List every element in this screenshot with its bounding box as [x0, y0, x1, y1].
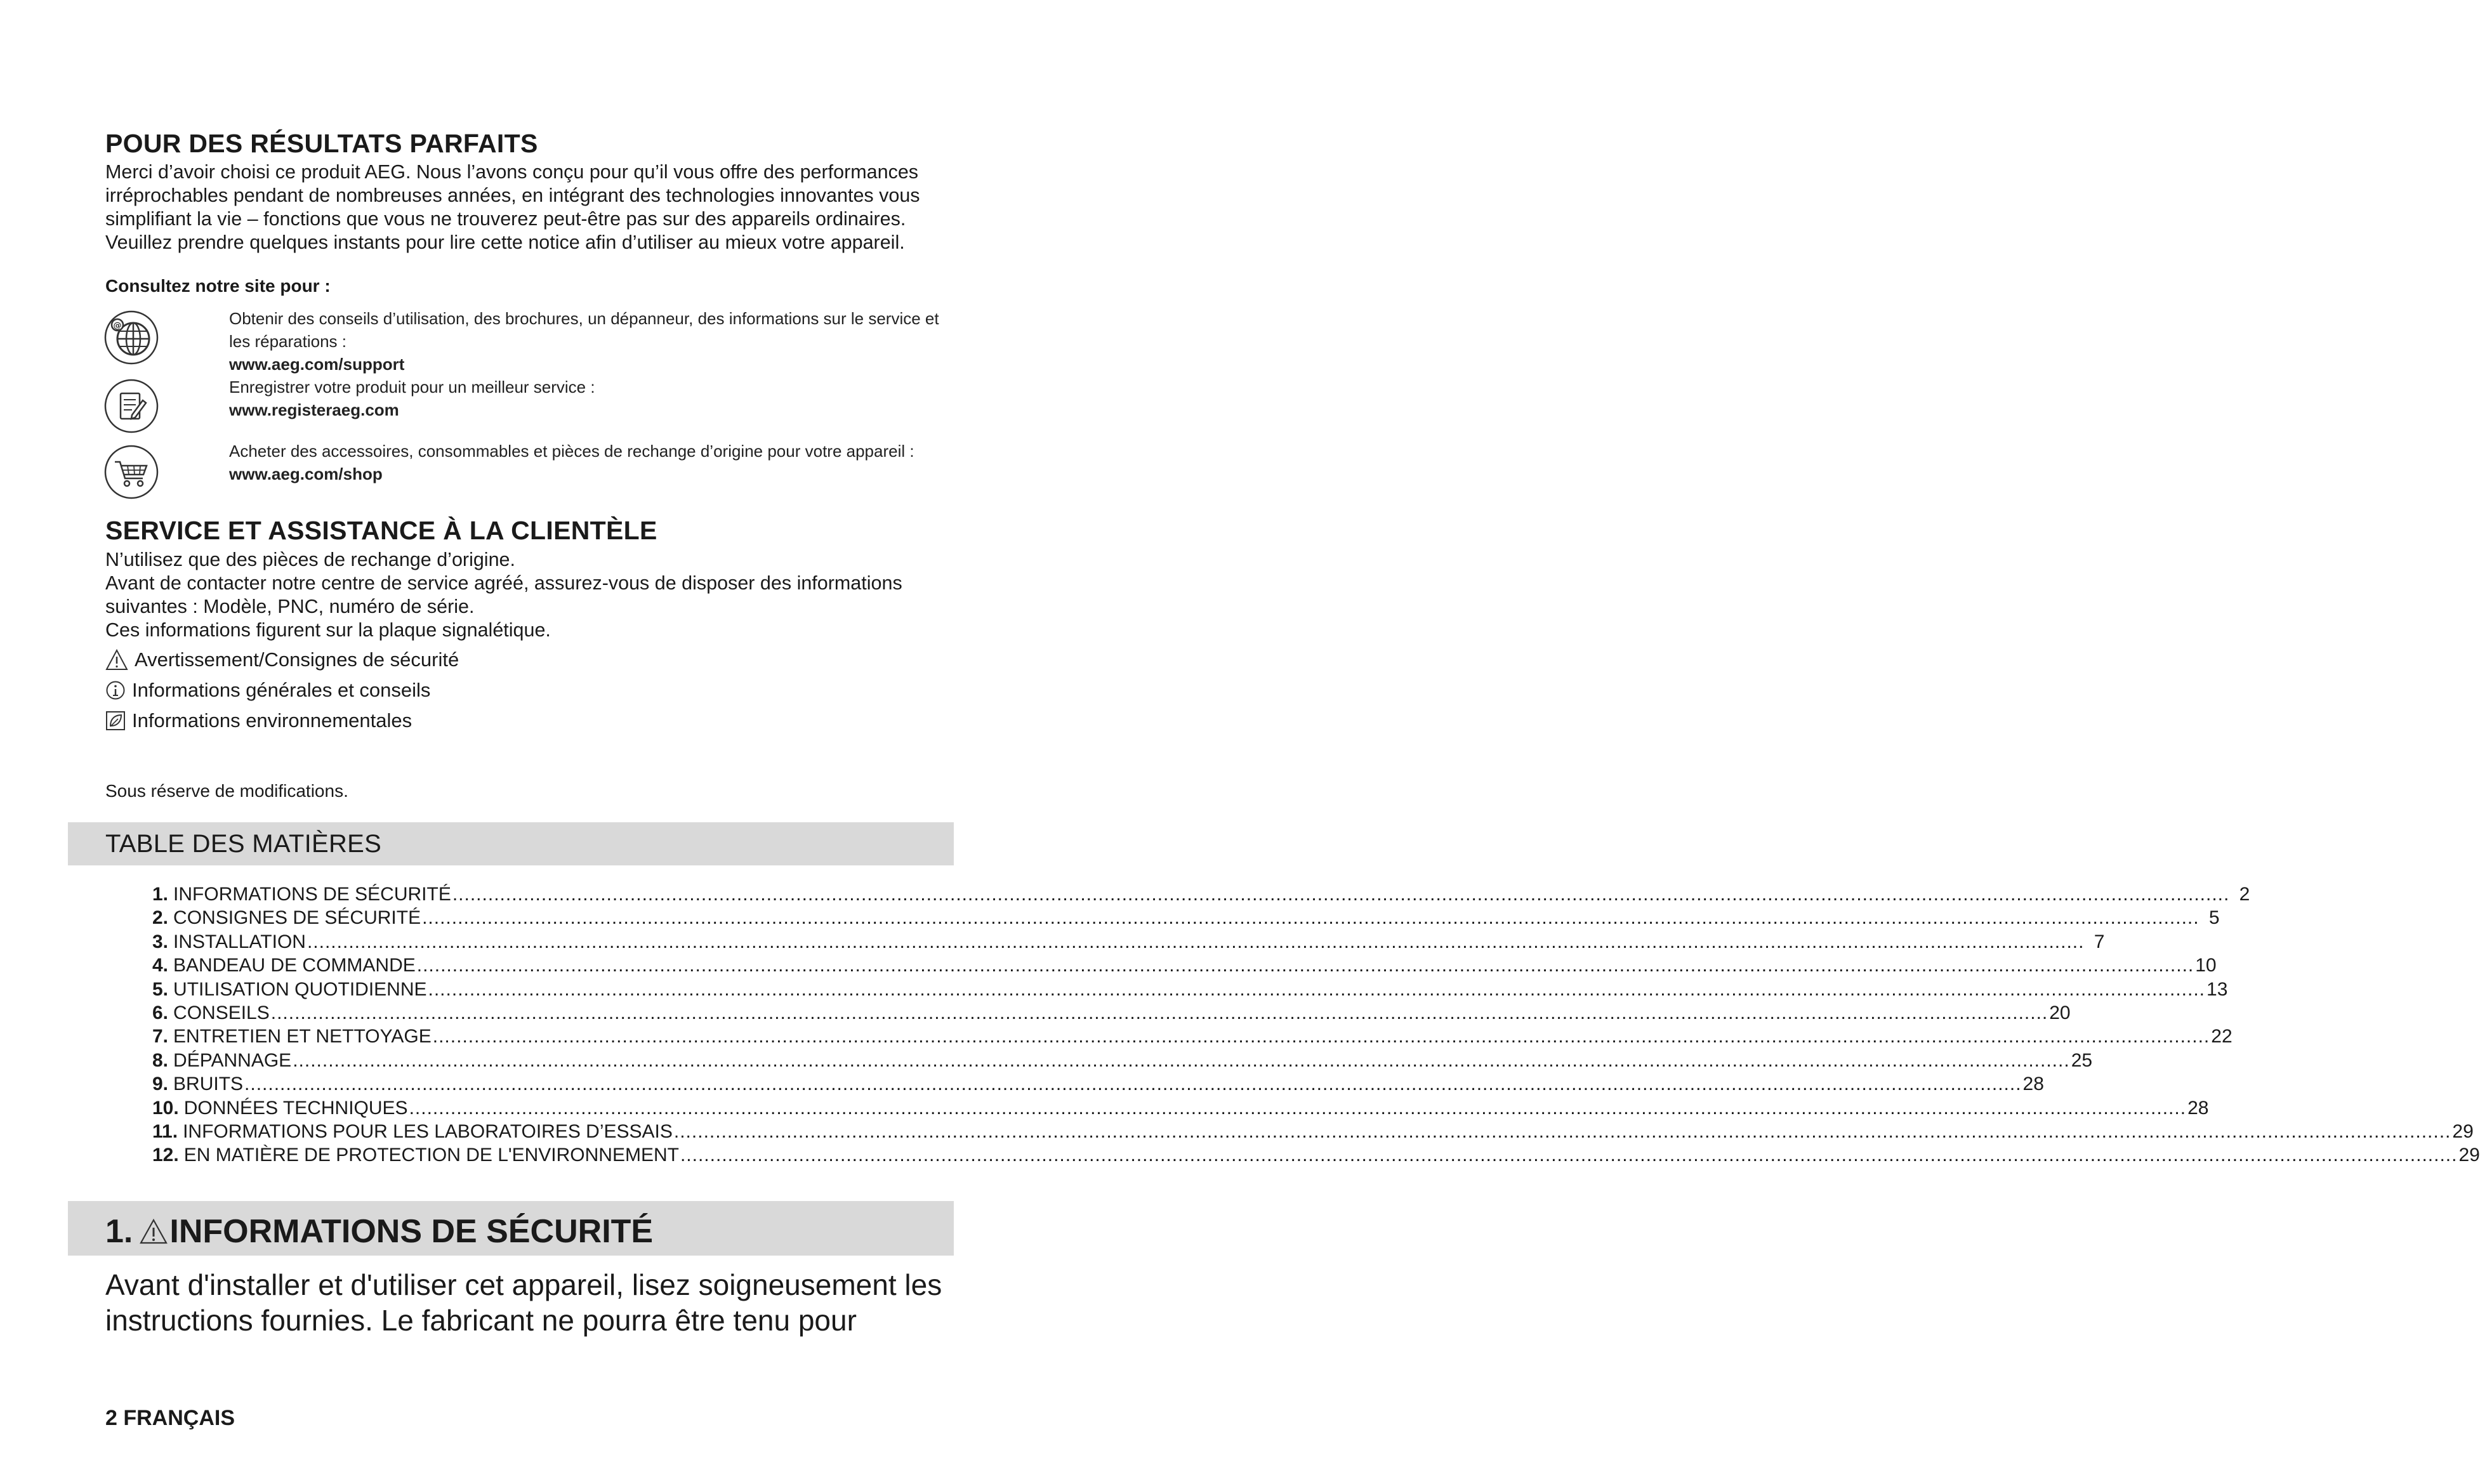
toc-number: 10. — [152, 1097, 179, 1119]
toc-label: BRUITS — [173, 1074, 244, 1095]
toc-page-number: 5 — [2208, 907, 2220, 929]
legend-info-text: Informations générales et conseils — [132, 679, 431, 701]
toc-leader-dots: ............................................................................................................................................................................................................................................................................................................ — [422, 907, 2200, 929]
modifications-notice: Sous réserve de modifications. — [105, 781, 348, 801]
legend-info — [105, 678, 430, 703]
toc-page-number: 25 — [2071, 1049, 2093, 1071]
toc-leader-dots: ............................................................................................................................................................................................................................................................................................................ — [673, 1121, 2451, 1143]
toc-page-number: 2 — [2239, 884, 2250, 905]
legend-environment-text: Informations environnementales — [132, 709, 412, 732]
safety-number: 1. — [105, 1213, 133, 1250]
toc-row[interactable] — [152, 883, 2250, 906]
toc-row[interactable] — [152, 1072, 2044, 1096]
page-footer: 2 FRANÇAIS — [105, 1406, 235, 1430]
legend-warning-text: Avertissement/Consignes de sécurité — [135, 648, 459, 671]
toc-leader-dots: ............................................................................................................................................................................................................................................................................................................ — [307, 931, 2085, 952]
toc-row[interactable] — [152, 930, 2105, 954]
safety-title-text: INFORMATIONS DE SÉCURITÉ — [169, 1213, 654, 1250]
toc-page-number: 22 — [2211, 1026, 2233, 1047]
toc-leader-dots: ............................................................................................................................................................................................................................................................................................................ — [293, 1049, 2070, 1071]
toc-row[interactable] — [152, 1096, 2209, 1120]
support-description: Obtenir des conseils d’utilisation, des brochures, un dépanneur, des informations sur le service et les réparations : — [229, 309, 939, 351]
svg-text:@: @ — [113, 321, 122, 331]
toc-label: DÉPANNAGE — [173, 1049, 292, 1071]
register-link-block — [229, 376, 959, 421]
shop-description: Acheter des accessoires, consommables et pièces de rechange d’origine pour votre appareil : — [229, 442, 914, 461]
toc-list — [152, 883, 2480, 1167]
toc-row[interactable] — [152, 1025, 2233, 1048]
warning-icon — [105, 649, 128, 671]
toc-row[interactable] — [152, 1143, 2480, 1167]
toc-title: TABLE DES MATIÈRES — [105, 830, 382, 858]
toc-label: CONSEILS — [173, 1002, 270, 1024]
info-icon — [105, 680, 126, 700]
register-icon — [103, 378, 159, 434]
toc-label: CONSIGNES DE SÉCURITÉ — [173, 907, 421, 929]
toc-label: INSTALLATION — [173, 931, 306, 952]
toc-label: INFORMATIONS DE SÉCURITÉ — [173, 884, 451, 905]
toc-number: 2. — [152, 907, 169, 929]
toc-page-number: 7 — [2094, 931, 2105, 952]
toc-row[interactable] — [152, 978, 2228, 1001]
toc-page-number: 28 — [2187, 1097, 2209, 1119]
toc-leader-dots: ............................................................................................................................................................................................................................................................................................................ — [432, 1026, 2210, 1047]
service-paragraph: N’utilisez que des pièces de rechange d’origine. Avant de contacter notre centre de service agréé, assurez-vous de disposer des informations suivantes : Modèle, PNC, numéro de série. Ces informations figurent sur la plaque signalétique. — [105, 549, 902, 641]
toc-number: 1. — [152, 884, 169, 905]
toc-page-number: 10 — [2195, 955, 2217, 976]
shop-url-link[interactable]: www.aeg.com/shop — [229, 464, 383, 483]
leaf-icon — [105, 711, 126, 731]
toc-number: 3. — [152, 931, 169, 952]
intro-paragraph: Merci d’avoir choisi ce produit AEG. Nous l’avons conçu pour qu’il vous offre des performances irréprochables pendant de nombreuses années, en intégrant des technologies innovantes vous simplifiant la vie – fonctions que vous ne trouverez peut-être pas sur des appareils ordinaires. Veuillez prendre quelques instants pour lire cette notice afin d’utiliser au mieux votre appareil. — [105, 161, 920, 253]
toc-leader-dots: ............................................................................................................................................................................................................................................................................................................ — [416, 955, 2194, 976]
toc-number: 7. — [152, 1026, 169, 1047]
toc-number: 8. — [152, 1049, 169, 1071]
toc-label: BANDEAU DE COMMANDE — [173, 955, 416, 976]
service-title: SERVICE ET ASSISTANCE À LA CLIENTÈLE — [105, 516, 657, 545]
toc-page-number: 28 — [2022, 1074, 2044, 1095]
support-url-link[interactable]: www.aeg.com/support — [229, 355, 405, 374]
toc-number: 12. — [152, 1145, 179, 1166]
register-description: Enregistrer votre produit pour un meilleur service : — [229, 378, 595, 397]
legend-environment — [105, 708, 412, 733]
toc-number: 11. — [152, 1121, 178, 1143]
toc-leader-dots: ............................................................................................................................................................................................................................................................................................................ — [270, 1002, 2048, 1024]
toc-leader-dots: ............................................................................................................................................................................................................................................................................................................ — [428, 978, 2206, 1000]
safety-paragraph: Avant d'installer et d'utiliser cet appareil, lisez soigneusement les instructions fournies. Le fabricant ne pourra être tenu pour — [105, 1268, 942, 1337]
toc-page-number: 29 — [2452, 1121, 2474, 1143]
toc-row[interactable] — [152, 1049, 2093, 1072]
shop-link-block — [229, 440, 959, 485]
toc-number: 6. — [152, 1002, 169, 1024]
toc-number: 9. — [152, 1074, 169, 1095]
toc-leader-dots: ............................................................................................................................................................................................................................................................................................................ — [680, 1145, 2458, 1166]
toc-label: DONNÉES TECHNIQUES — [183, 1097, 408, 1119]
warning-icon — [139, 1218, 168, 1245]
cart-icon — [103, 444, 159, 500]
toc-row[interactable] — [152, 1001, 2071, 1025]
toc-row[interactable] — [152, 906, 2220, 929]
toc-leader-dots: ............................................................................................................................................................................................................................................................................................................ — [244, 1074, 2022, 1095]
toc-number: 5. — [152, 978, 169, 1000]
intro-title: POUR DES RÉSULTATS PARFAITS — [105, 129, 538, 158]
toc-page-number: 29 — [2458, 1145, 2480, 1166]
toc-label: INFORMATIONS POUR LES LABORATOIRES D’ESSAIS — [183, 1121, 673, 1143]
safety-title — [105, 1212, 653, 1251]
toc-label: UTILISATION QUOTIDIENNE — [173, 978, 427, 1000]
toc-label: ENTRETIEN ET NETTOYAGE — [173, 1026, 432, 1047]
register-url-link[interactable]: www.registeraeg.com — [229, 400, 399, 419]
toc-label: EN MATIÈRE DE PROTECTION DE L'ENVIRONNEMENT — [183, 1145, 679, 1166]
toc-row[interactable] — [152, 1120, 2474, 1143]
toc-page-number: 13 — [2206, 978, 2228, 1000]
toc-leader-dots: ............................................................................................................................................................................................................................................................................................................ — [409, 1097, 2187, 1119]
toc-row[interactable] — [152, 954, 2217, 977]
legend-warning — [105, 647, 459, 673]
support-link-block — [229, 307, 959, 376]
toc-leader-dots: ............................................................................................................................................................................................................................................................................................................ — [452, 884, 2230, 905]
globe-icon — [103, 310, 159, 365]
toc-number: 4. — [152, 955, 169, 976]
toc-page-number: 20 — [2049, 1002, 2071, 1024]
consult-label: Consultez notre site pour : — [105, 276, 331, 296]
